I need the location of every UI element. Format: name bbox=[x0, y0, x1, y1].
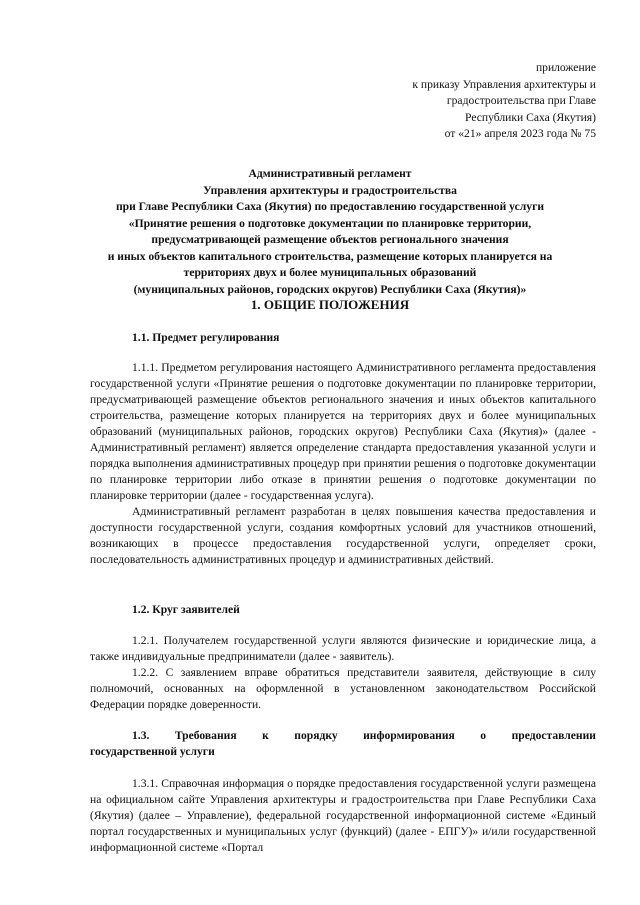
heading-line: государственной услуги bbox=[90, 745, 215, 758]
heading-line bbox=[90, 728, 596, 744]
heading-word: информирования bbox=[363, 729, 455, 742]
annex-block bbox=[412, 60, 596, 143]
subsection-heading: 1.2. Круг заявителей bbox=[132, 603, 240, 616]
annex-line: от «21» апреля 2023 года № 75 bbox=[444, 127, 596, 140]
paragraph: 1.2.1. Получателем государственной услуги являются физические и юридические лица, а также индивидуальные предприниматели (далее - заявитель). bbox=[90, 634, 596, 663]
heading-word: Требования bbox=[174, 729, 237, 742]
annex-line: приложение bbox=[535, 61, 596, 74]
title-line: территориях двух и более муниципальных образований bbox=[183, 266, 477, 279]
title-line: при Главе Республики Саха (Якутия) по предоставлению государственной услуги bbox=[115, 200, 545, 213]
title-line: «Принятие решения о подготовке документации по планировке территории, bbox=[128, 216, 532, 230]
paragraph: 1.3.1. Справочная информация о порядке предоставления государственной услуги размещена на официальном сайте Управления архитектуры и градостроительства при Главе Республики Саха (Якутия) (далее – Управление), федеральной государственной информационной системе «Единый портал государственных и муниципальных услуг (функций) (далее - ЕПГУ)» и/или государственной информационной системе «Портал bbox=[90, 777, 596, 854]
subsection-heading bbox=[90, 728, 596, 760]
heading-word: о bbox=[480, 729, 487, 742]
title-line: предусматривающей размещение объектов регионального значения bbox=[151, 233, 509, 246]
title-line: Административный регламент bbox=[248, 167, 412, 180]
annex-line: Республики Саха (Якутия) bbox=[465, 110, 596, 124]
paragraph: 1.2.2. С заявлением вправе обратиться представители заявителя, действующие в силу полномочий, основанных на оформленной в установленном законодательством Российской Федерации порядке доверенности. bbox=[90, 666, 596, 711]
document-title bbox=[60, 166, 600, 298]
heading-word: к bbox=[262, 729, 269, 742]
title-line: и иных объектов капитального строительства, размещение которых планируется на bbox=[107, 249, 553, 263]
section-heading: 1. ОБЩИЕ ПОЛОЖЕНИЯ bbox=[250, 297, 410, 312]
subsection-heading: 1.1. Предмет регулирования bbox=[132, 331, 280, 344]
heading-word: предоставлении bbox=[511, 729, 596, 742]
annex-line: градостроительства при Главе bbox=[446, 94, 596, 107]
title-line: Управления архитектуры и градостроительства bbox=[203, 183, 457, 197]
heading-word: порядку bbox=[294, 729, 338, 742]
heading-word: 1.3. bbox=[132, 729, 150, 742]
annex-line: к приказу Управления архитектуры и bbox=[412, 77, 596, 91]
title-line: (муниципальных районов, городских округов) Республики Саха (Якутия)» bbox=[133, 282, 527, 296]
paragraph: 1.1.1. Предметом регулирования настоящего Административного регламента предоставления государственной услуги «Принятие решения о подготовке документации по планировке территории, предусматривающей размещение объектов регионального значения и иных объектов капитального строительства, размещение которых планируется на территориях двух и более муниципальных образований (муниципальных районов, городских округов) Республики Саха (Якутия)» (далее - Административный регламент) является определение стандарта предоставления указанной услуги и порядка выполнения административных процедур при принятии решения о подготовке документации по планировке территории либо отказе в принятии решения о подготовке документации по планировке территории (далее - государственная услуга). bbox=[90, 361, 596, 502]
paragraph: Административный регламент разработан в целях повышения качества предоставления и доступности государственной услуги, создания комфортных условий для участников отношений, возникающих в процессе предоставления государственной услуги, определяет сроки, последовательность административных процедур и административных действий. bbox=[90, 505, 596, 566]
